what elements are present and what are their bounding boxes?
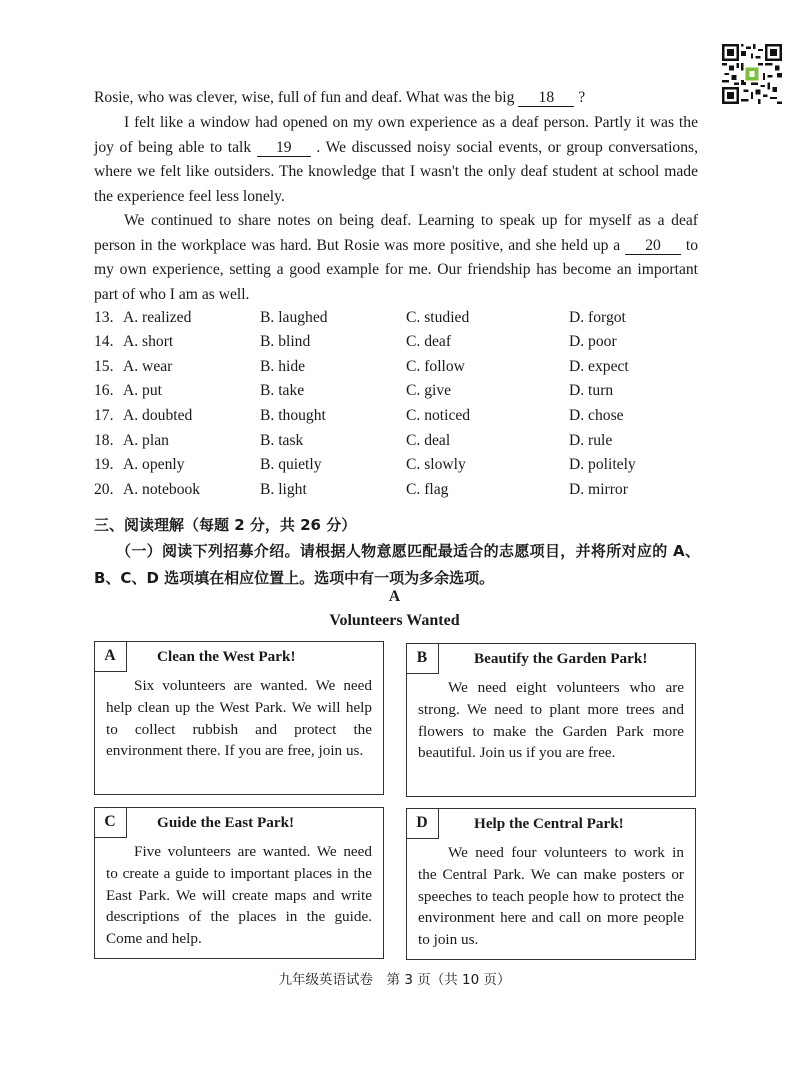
option-row: 16. A. put B. take C. give D. turn (94, 382, 614, 399)
option-row: 13. A. realized B. laughed C. studied D. forgot (94, 309, 626, 326)
qr-code-icon (722, 44, 782, 104)
option-row: 15. A. wear B. hide C. follow D. expect (94, 358, 629, 375)
card-letter: A (94, 641, 127, 672)
card-text: Six volunteers are wanted. We need help clean up the West Park. We will help to collect rubbish and protect the environment there. If you are free, join us. (106, 677, 372, 760)
card-title: Clean the West Park! (157, 648, 296, 665)
volunteer-card-d (406, 808, 696, 960)
passage-paragraph-3: We continued to share notes on being deaf. Learning to speak up for myself as a deaf person in the workplace was hard. But Rosie was more positive, and she held up a 20 to my own experience, setting a good example for me. Our friendship has become an important part of who I am as well. (94, 212, 699, 303)
part-title: Volunteers Wanted (329, 612, 460, 629)
card-text: We need eight volunteers who are strong. We need to plant more trees and flowers to make the Garden Park more beautiful. Join us if you are free. (418, 679, 684, 762)
option-row: 17. A. doubted B. thought C. noticed D. chose (94, 407, 624, 424)
option-row: 14. A. short B. blind C. deaf D. poor (94, 333, 617, 350)
option-row: 20. A. notebook B. light C. flag D. mirror (94, 481, 628, 498)
card-letter: B (406, 643, 439, 674)
card-text: We need four volunteers to work in the Central Park. We can make posters or speeches to teach people how to protect the environment here and call on more people to join us. (418, 844, 684, 949)
option-row: 19. A. openly B. quietly C. slowly D. politely (94, 456, 636, 473)
blank-19: 19 (257, 140, 311, 157)
volunteer-card-b (406, 643, 696, 797)
passage-paragraph-2: I felt like a window had opened on my own experience as a deaf person. Partly it was the joy of being able to talk 19 . We discussed noisy social events, or group conversations, where we felt like outsiders. The knowledge that I wasn't the only deaf student at school made the experience feel less lonely. (94, 114, 698, 205)
volunteer-card-a (94, 641, 384, 795)
part-letter: A (388, 588, 401, 605)
card-title: Beautify the Garden Park! (474, 650, 648, 667)
blank-18: 18 (518, 90, 574, 107)
volunteer-card-c (94, 807, 384, 959)
card-letter: D (406, 808, 439, 839)
card-text: Five volunteers are wanted. We need to create a guide to important places in the East Park. We will create maps and write descriptions of the places in the guide. Come and help. (106, 843, 372, 948)
card-title: Guide the East Park! (157, 814, 295, 831)
card-title: Help the Central Park! (474, 815, 624, 832)
section-instruction: （一）阅读下列招募介绍。请根据人物意愿匹配最适合的志愿项目，并将所对应的 A、B、C、D 选项填在相应位置上。选项中有一项为多余选项。 (94, 542, 700, 587)
option-row: 18. A. plan B. task C. deal D. rule (94, 432, 613, 449)
section-heading: 三、阅读理解（每题 2 分，共 26 分） (94, 516, 357, 534)
card-letter: C (94, 807, 127, 838)
blank-20: 20 (625, 238, 681, 255)
page-footer: 九年级英语试卷 第 3 页（共 10 页） (278, 972, 511, 988)
passage-line-18: Rosie, who was clever, wise, full of fun and deaf. What was the big 18 ? (94, 89, 586, 106)
